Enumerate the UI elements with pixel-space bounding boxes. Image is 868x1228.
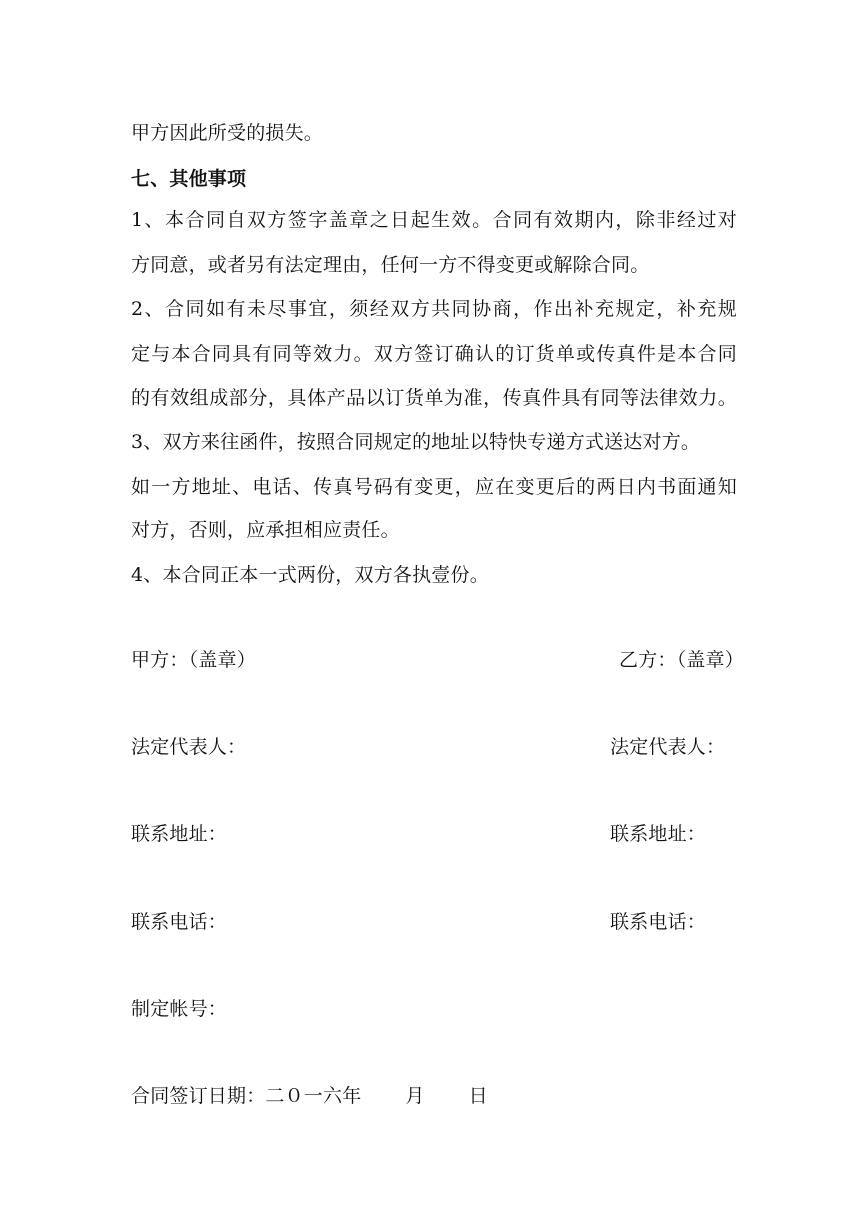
party-b-address-label: 联系地址： — [610, 823, 707, 845]
signing-date-month: 月 — [405, 1085, 425, 1107]
party-b-phone-label: 联系电话： — [610, 911, 707, 933]
clause-2-line: 定与本合同具有同等效力。双方签订确认的订货单或传真件是本合同 — [131, 343, 737, 365]
clause-4-line: 4、本合同正本一式两份，双方各执壹份。 — [131, 564, 489, 586]
clause-1-line: 1、本合同自双方签字盖章之日起生效。合同有效期内，除非经过对 — [131, 209, 737, 231]
clause-3-line: 对方，否则，应承担相应责任。 — [131, 519, 400, 541]
party-a-address-label: 联系地址： — [131, 823, 228, 845]
paragraph-line: 甲方因此所受的损失。 — [131, 122, 324, 144]
party-a-legal-rep-label: 法定代表人： — [131, 736, 247, 758]
party-b-seal-label: 乙方：（盖章） — [619, 649, 744, 671]
section-heading: 七、其他事项 — [131, 168, 247, 190]
party-a-phone-label: 联系电话： — [131, 911, 228, 933]
signing-date-label: 合同签订日期：二０一六年 — [131, 1085, 362, 1107]
clause-2-line: 的有效组成部分，具体产品以订货单为准，传真件具有同等法律效力。 — [131, 387, 737, 409]
signing-date-day: 日 — [468, 1085, 488, 1107]
clause-3-line: 3、双方来往函件，按照合同规定的地址以特快专递方式送达对方。 — [131, 431, 701, 453]
account-label: 制定帐号： — [131, 998, 228, 1020]
clause-2-line: 2、合同如有未尽事宜，须经双方共同协商，作出补充规定，补充规 — [131, 298, 737, 320]
clause-1-line: 方同意，或者另有法定理由，任何一方不得变更或解除合同。 — [131, 254, 650, 276]
party-a-seal-label: 甲方：（盖章） — [131, 649, 256, 671]
clause-3-line: 如一方地址、电话、传真号码有变更，应在变更后的两日内书面通知 — [131, 476, 737, 498]
party-b-legal-rep-label: 法定代表人： — [610, 736, 726, 758]
signing-date — [131, 1084, 488, 1108]
